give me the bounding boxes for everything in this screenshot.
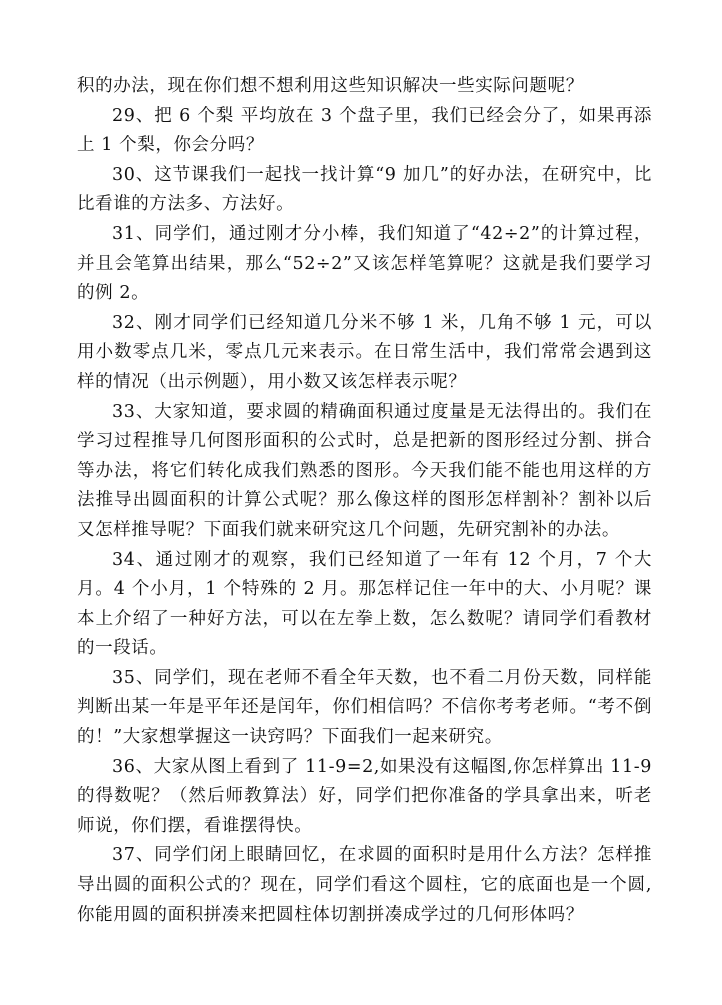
paragraph-33: 33、大家知道，要求圆的精确面积通过度量是无法得出的。我们在学习过程推导几何图形面积的公式时，总是把新的图形经过分割、拼合等办法，将它们转化成我们熟悉的图形。今天我们能不能也用这样的方法推导出圆面积的计算公式呢？那么像这样的图形怎样割补？割补以后又怎样推导呢？下面我们就来研究这几个问题，先研究割补的办法。 <box>77 401 652 540</box>
paragraph-36: 36、大家从图上看到了 11-9=2,如果没有这幅图,你怎样算出 11-9 的得数呢？（然后师教算法）好，同学们把你准备的学具拿出来，听老师说，你们摆，看谁摆得快。 <box>77 756 652 836</box>
paragraph-34: 34、通过刚才的观察，我们已经知道了一年有 12 个月，7 个大月。4 个小月，1 个特殊的 2 月。那怎样记住一年中的大、小月呢？课本上介绍了一种好方法，可以在左拳上数，怎么数呢？请同学们看教材的一段话。 <box>77 549 652 659</box>
paragraph-continuation: 积的办法，现在你们想不想利用这些知识解决一些实际问题呢？ <box>77 76 584 96</box>
paragraph-30: 30、这节课我们一起找一找计算“9 加几”的好办法，在研究中，比比看谁的方法多、方法好。 <box>77 164 652 215</box>
paragraph-31: 31、同学们，通过刚才分小棒，我们知道了“42÷2”的计算过程，并且会笔算出结果，那么“52÷2”又该怎样笔算呢？这就是我们要学习的例 2。 <box>77 223 652 304</box>
paragraph-35: 35、同学们，现在老师不看全年天数，也不看二月份天数，同样能判断出某一年是平年还是闰年，你们相信吗？不信你考考老师。“考不倒的！”大家想掌握这一诀窍吗？下面我们一起来研究。 <box>77 667 652 748</box>
paragraph-29: 29、把 6 个梨 平均放在 3 个盘子里，我们已经会分了，如果再添上 1 个梨，你会分吗？ <box>77 105 652 156</box>
paragraph-32: 32、刚才同学们已经知道几分米不够 1 米，几角不够 1 元，可以用小数零点几米，零点几元来表示。在日常生活中，我们常常会遇到这样的情况（出示例题），用小数又该怎样表示呢？ <box>77 312 652 392</box>
paragraph-37: 37、同学们闭上眼睛回忆，在求圆的面积时是用什么方法？怎样推导出圆的面积公式的？现在，同学们看这个圆柱，它的底面也是一个圆,你能用圆的面积拼凑来把圆柱体切割拼凑成学过的几何形体吗？ <box>77 845 652 925</box>
